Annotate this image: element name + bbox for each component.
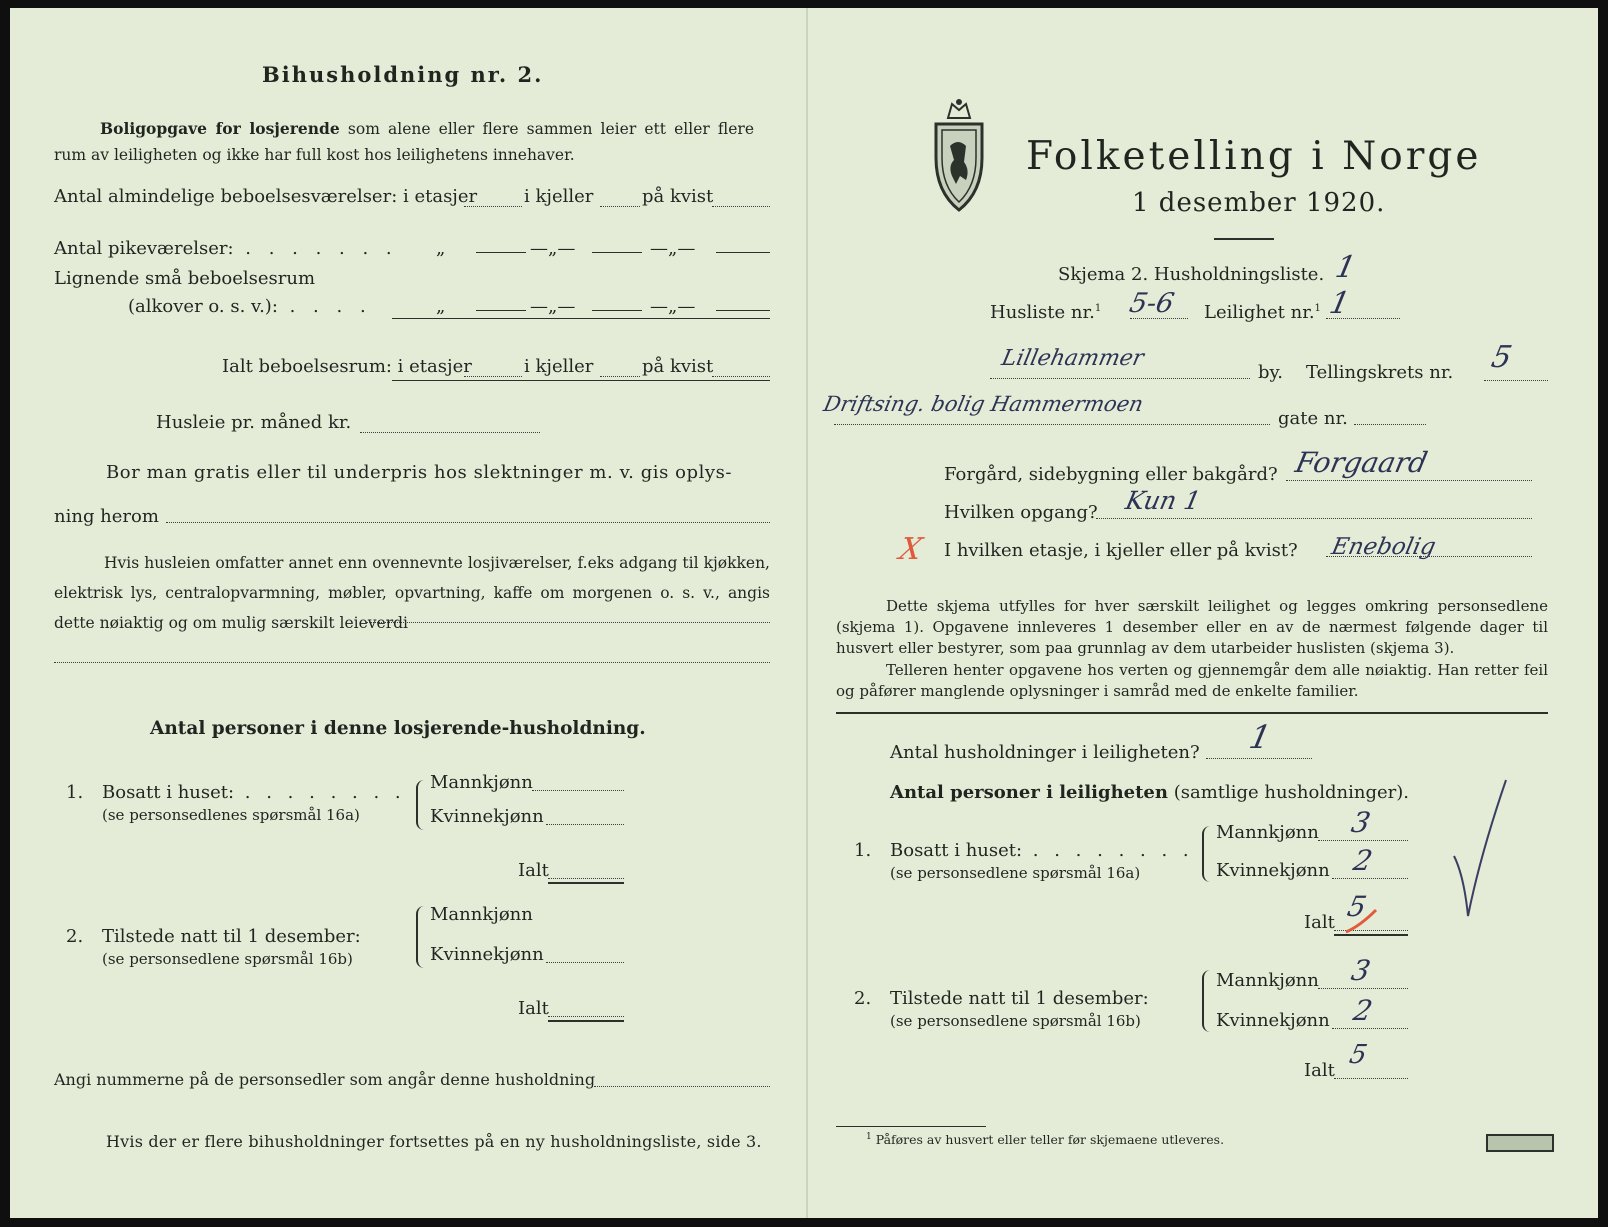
opgang-label: Hvilken opgang? bbox=[944, 502, 1098, 523]
households-field[interactable] bbox=[1206, 758, 1312, 759]
small-rooms-field-1[interactable] bbox=[476, 310, 526, 311]
left-footer: Hvis der er flere bihusholdninger fortsettes på en ny husholdningsliste, side 3. bbox=[106, 1132, 762, 1151]
left-persons-title: Antal personer i denne losjerende-husholdning. bbox=[150, 718, 646, 739]
right-q2-female-label: Kvinnekjønn bbox=[1216, 1010, 1330, 1031]
right-q1-male-value: 3 bbox=[1348, 806, 1374, 839]
maid-rooms-field-1[interactable] bbox=[476, 252, 526, 253]
total-cellar-field[interactable] bbox=[600, 376, 640, 377]
free-answer-field[interactable] bbox=[166, 522, 770, 523]
left-q2-total-rule bbox=[548, 1020, 624, 1022]
forgard-field[interactable] bbox=[1286, 480, 1532, 481]
page-fold bbox=[806, 8, 808, 1218]
rooms-cellar-label: i kjeller bbox=[524, 186, 594, 207]
coat-of-arms-icon bbox=[930, 96, 988, 214]
small-rooms-ditto-2: —„— bbox=[530, 296, 576, 317]
right-q2-brace bbox=[1202, 970, 1214, 1032]
title-divider bbox=[1214, 238, 1274, 240]
right-q1-number: 1. bbox=[854, 840, 872, 861]
husliste-value: 5-6 bbox=[1126, 288, 1177, 319]
rooms-attic-field[interactable] bbox=[712, 206, 770, 207]
right-q2-male-field[interactable] bbox=[1318, 988, 1408, 989]
gate-label: gate nr. bbox=[1278, 408, 1348, 429]
opgang-value: Kun 1 bbox=[1122, 486, 1204, 515]
by-label: by. bbox=[1258, 362, 1284, 383]
total-rooms-rule bbox=[392, 380, 770, 381]
right-q2-sub: (se personsedlene spørsmål 16b) bbox=[890, 1012, 1141, 1030]
free-question-2: ning herom bbox=[54, 506, 159, 527]
right-q1-brace bbox=[1202, 826, 1214, 882]
right-q1-female-label: Kvinnekjønn bbox=[1216, 860, 1330, 881]
left-q1-number: 1. bbox=[66, 782, 84, 803]
left-q2-female-label: Kvinnekjønn bbox=[430, 944, 544, 965]
right-q1-female-value: 2 bbox=[1350, 844, 1376, 877]
small-rooms-label-1: Lignende små beboelsesrum bbox=[54, 268, 316, 289]
rooms-label: Antal almindelige beboelsesværelser: i etasjer bbox=[54, 186, 478, 207]
red-correction-mark bbox=[1342, 906, 1382, 936]
right-q1-male-field[interactable] bbox=[1318, 840, 1408, 841]
right-q2-total-label: Ialt bbox=[1304, 1060, 1335, 1081]
small-rooms-ditto-3: —„— bbox=[650, 296, 696, 317]
opgang-field[interactable] bbox=[1096, 518, 1532, 519]
left-q2-number: 2. bbox=[66, 926, 84, 947]
left-q2-total-label: Ialt bbox=[518, 998, 549, 1019]
right-title: Folketelling i Norge bbox=[1026, 134, 1482, 179]
printer-stamp bbox=[1486, 1134, 1554, 1152]
forgard-value: Forgaard bbox=[1292, 446, 1431, 479]
right-q1-male-label: Mannkjønn bbox=[1216, 822, 1319, 843]
left-q1-female-field[interactable] bbox=[546, 824, 624, 825]
right-q2-female-field[interactable] bbox=[1332, 1028, 1408, 1029]
rooms-cellar-field[interactable] bbox=[600, 206, 640, 207]
right-persons-title: Antal personer i leiligheten (samtlige husholdninger). bbox=[890, 782, 1410, 803]
left-q1-sub: (se personsedlenes spørsmål 16a) bbox=[102, 806, 360, 824]
krets-field[interactable] bbox=[1484, 380, 1548, 381]
maid-rooms-ditto-2: —„— bbox=[530, 238, 576, 259]
free-question-1: Bor man gratis eller til underpris hos slektninger m. v. gis oplys- bbox=[106, 462, 733, 483]
rent-field[interactable] bbox=[360, 432, 540, 433]
left-q2-label: Tilstede natt til 1 desember: bbox=[102, 926, 361, 947]
right-q1-female-field[interactable] bbox=[1332, 878, 1408, 879]
street-field[interactable] bbox=[834, 424, 1270, 425]
gate-field[interactable] bbox=[1354, 424, 1426, 425]
households-label: Antal husholdninger i leiligheten? bbox=[890, 742, 1200, 763]
total-cellar-label: i kjeller bbox=[524, 356, 594, 377]
small-rooms-ditto: „ bbox=[436, 296, 446, 317]
instructions-2: Telleren henter opgavene hos verten og gjennemgår dem alle nøiaktig. Han retter feil og påfører manglende oplysninger i samråd med de enkelte familier. bbox=[836, 661, 1548, 700]
extra-note-field-2[interactable] bbox=[54, 662, 770, 663]
left-q2-female-field[interactable] bbox=[546, 962, 624, 963]
total-attic-field[interactable] bbox=[712, 376, 770, 377]
left-q1-total-field[interactable] bbox=[548, 878, 624, 879]
census-date: 1 desember 1920. bbox=[1132, 188, 1386, 218]
left-q1-total-label: Ialt bbox=[518, 860, 549, 881]
numbers-field[interactable] bbox=[594, 1086, 770, 1087]
left-q1-label: Bosatt i huset: . . . . . . . . bbox=[102, 782, 406, 803]
right-q1-label: Bosatt i huset: . . . . . . . . bbox=[890, 840, 1194, 861]
schema-value: 1 bbox=[1332, 250, 1359, 285]
total-rooms-label: Ialt beboelsesrum: i etasjer bbox=[222, 356, 472, 377]
small-rooms-field-3[interactable] bbox=[716, 310, 770, 311]
footnote-rule bbox=[836, 1126, 986, 1127]
city-value: Lillehammer bbox=[999, 346, 1146, 371]
left-q2-sub: (se personsedlene spørsmål 16b) bbox=[102, 950, 353, 968]
total-attic-label: på kvist bbox=[642, 356, 714, 377]
maid-rooms-field-2[interactable] bbox=[592, 252, 642, 253]
left-q2-total-field[interactable] bbox=[548, 1016, 624, 1017]
etasje-value: Enebolig bbox=[1329, 534, 1438, 560]
extra-note-field[interactable] bbox=[366, 622, 770, 623]
left-q1-male-field[interactable] bbox=[532, 790, 624, 791]
right-q2-male-value: 3 bbox=[1348, 954, 1374, 987]
maid-rooms-label: Antal pikeværelser: . . . . . . . bbox=[54, 238, 398, 259]
left-q1-male-label: Mannkjønn bbox=[430, 772, 533, 793]
households-value: 1 bbox=[1245, 718, 1275, 756]
street-value: Driftsing. bolig Hammermoen bbox=[821, 392, 1146, 416]
rooms-attic-label: på kvist bbox=[642, 186, 714, 207]
small-rooms-sum-rule bbox=[392, 318, 770, 319]
instructions-1: Dette skjema utfylles for hver særskilt leilighet og legges omkring personsedlene (skjema 1). Opgavene innleveres 1 desember eller en av de nærmest følgende dager til husvert eller bestyrer, som paa grunnlag av dem utarbeider huslisten (skjema 3). bbox=[836, 597, 1548, 657]
etasje-mark: X bbox=[896, 532, 926, 567]
right-q1-total-value: 5 bbox=[1344, 890, 1370, 923]
left-title: Bihusholdning nr. 2. bbox=[262, 62, 544, 87]
right-q2-female-value: 2 bbox=[1350, 994, 1376, 1027]
etasje-label: I hvilken etasje, i kjeller eller på kvist? bbox=[944, 540, 1298, 561]
krets-value: 5 bbox=[1488, 340, 1515, 375]
left-intro: Boligopgave for losjerende som alene eller flere sammen leier ett eller flere rum av leiligheten og ikke har full kost hos leilighetens innehaver. bbox=[54, 119, 754, 164]
right-q2-number: 2. bbox=[854, 988, 872, 1009]
leilighet-value: 1 bbox=[1326, 286, 1353, 321]
numbers-label: Angi nummerne på de personsedler som angår denne husholdning bbox=[54, 1070, 596, 1089]
city-field[interactable] bbox=[990, 378, 1250, 379]
right-q2-total-field[interactable] bbox=[1334, 1078, 1408, 1079]
right-q2-label: Tilstede natt til 1 desember: bbox=[890, 988, 1149, 1009]
left-q1-total-rule bbox=[548, 882, 624, 884]
forgard-label: Forgård, sidebygning eller bakgård? bbox=[944, 464, 1278, 485]
husliste-label: Husliste nr.$^1$ bbox=[990, 302, 1102, 323]
right-q1-total-label: Ialt bbox=[1304, 912, 1335, 933]
left-q1-female-label: Kvinnekjønn bbox=[430, 806, 544, 827]
verification-checkmark bbox=[1450, 776, 1512, 926]
krets-label: Tellingskrets nr. bbox=[1306, 362, 1454, 383]
left-q2-brace bbox=[416, 906, 428, 968]
extra-note: Hvis husleien omfatter annet enn ovennevnte losjiværelser, f.eks adgang til kjøkken, elektrisk lys, centralopvarmning, møbler, opvartning, kaffe om morgenen o. s. v., angis dette nøiaktig og om mulig særskilt leieverdi bbox=[54, 554, 770, 632]
left-q1-brace bbox=[416, 780, 428, 830]
small-rooms-field-2[interactable] bbox=[592, 310, 642, 311]
leilighet-label: Leilighet nr.$^1$ bbox=[1204, 302, 1321, 323]
left-q2-male-label: Mannkjønn bbox=[430, 904, 533, 925]
rent-label: Husleie pr. måned kr. bbox=[156, 412, 352, 433]
schema-label: Skjema 2. Husholdningsliste. bbox=[1058, 264, 1325, 285]
footnote: $^1$ Påføres av husvert eller teller før skjemaene utleveres. bbox=[866, 1132, 1225, 1148]
right-q2-male-label: Mannkjønn bbox=[1216, 970, 1319, 991]
total-etasjer-field[interactable] bbox=[464, 376, 522, 377]
small-rooms-label-2: (alkover o. s. v.): . . . . bbox=[128, 296, 372, 317]
right-q1-sub: (se personsedlene spørsmål 16a) bbox=[890, 864, 1141, 882]
right-q2-total-value: 5 bbox=[1346, 1040, 1370, 1070]
instructions-rule bbox=[836, 712, 1548, 714]
maid-rooms-field-3[interactable] bbox=[716, 252, 770, 253]
maid-rooms-ditto-3: —„— bbox=[650, 238, 696, 259]
maid-rooms-ditto: „ bbox=[436, 238, 446, 259]
rooms-etasjer-field[interactable] bbox=[464, 206, 522, 207]
